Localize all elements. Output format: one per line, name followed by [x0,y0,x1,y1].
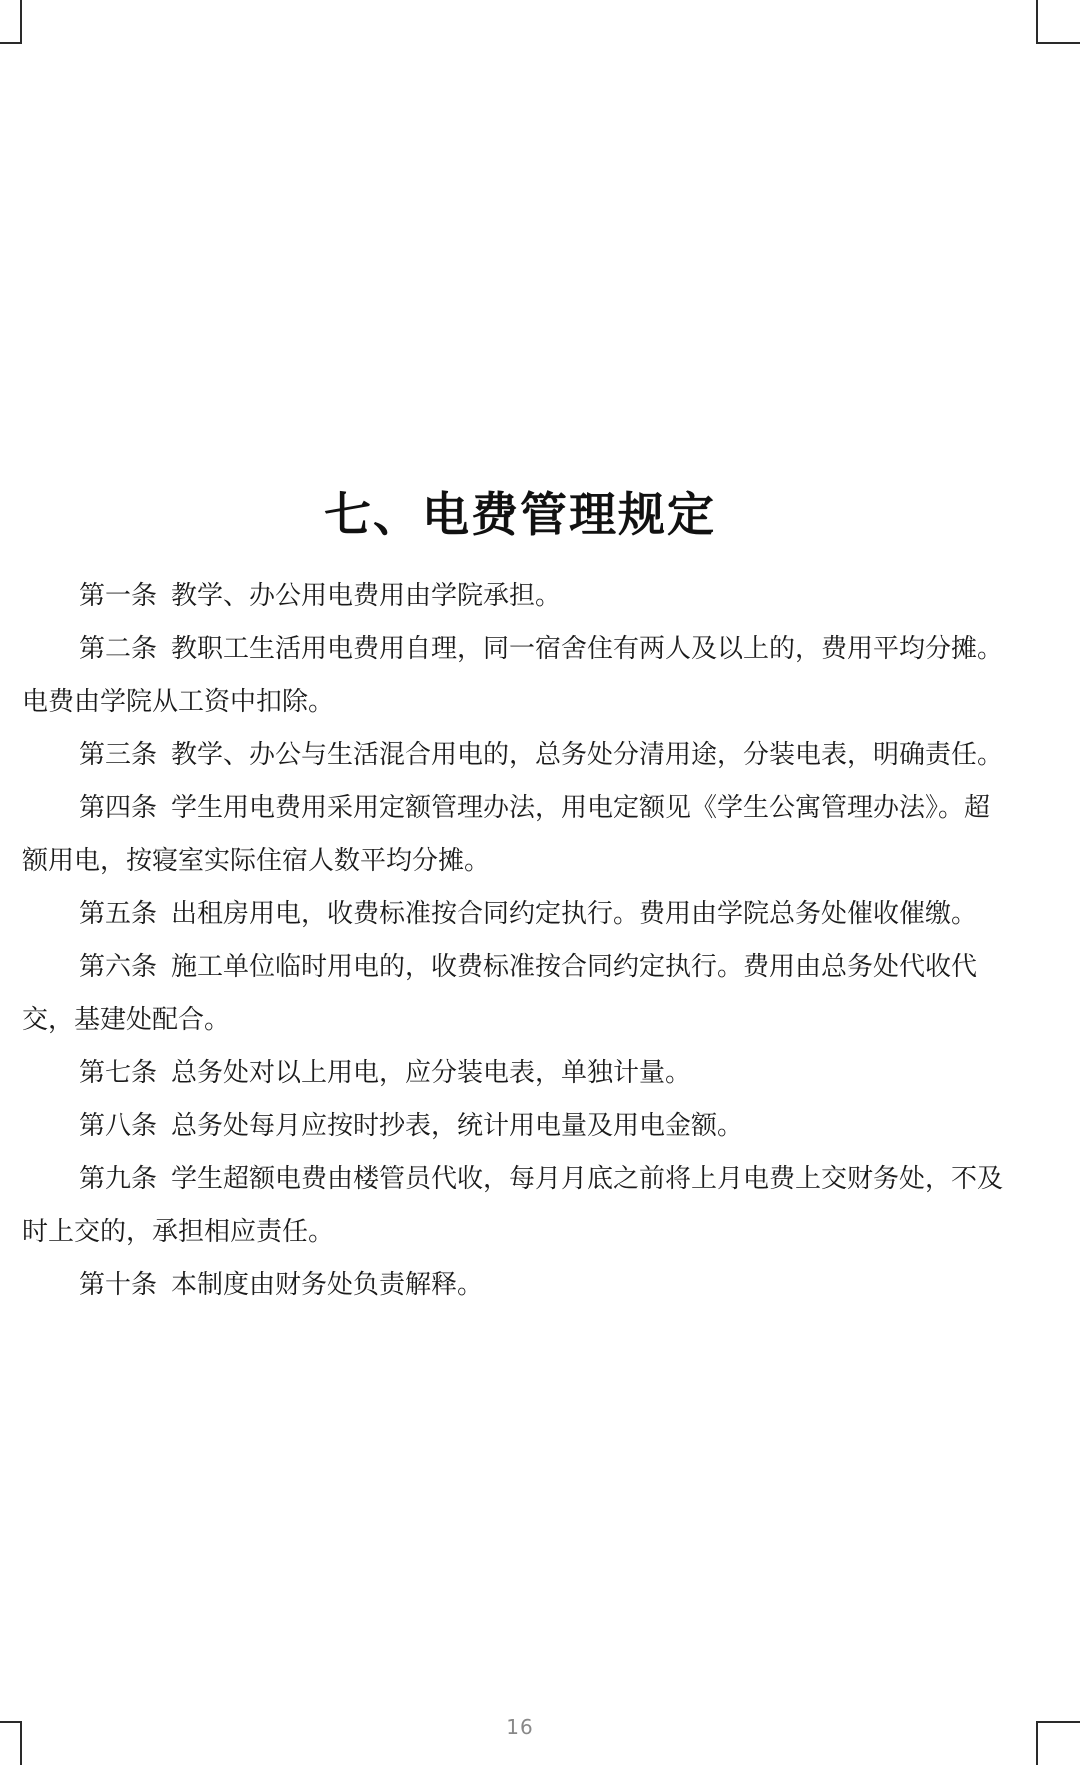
article-number: 第十条 [79,1270,158,1300]
article-number: 第六条 [79,952,158,982]
article-number: 第二条 [79,634,158,664]
article-text: 学生用电费用采用定额管理办法，用电定额见《学生公寓管理办法》。超额用电，按寝室实际住宿人数平均分摊。 [22,793,991,876]
page-number: 16 [506,1715,534,1739]
article-text: 本制度由财务处负责解释。 [171,1270,484,1300]
article-text: 学生超额电费由楼管员代收，每月月底之前将上月电费上交财务处，不及时上交的，承担相应责任。 [22,1164,1004,1247]
article-1 [22,570,1012,623]
article-6 [22,941,1012,1047]
article-text: 总务处对以上用电，应分装电表，单独计量。 [171,1058,692,1088]
article-number: 第四条 [79,793,158,823]
article-5 [22,888,1012,941]
article-10 [22,1259,1012,1312]
crop-mark-bottom-right [1036,1721,1080,1765]
article-number: 第九条 [79,1164,158,1194]
article-number: 第五条 [79,899,158,929]
article-number: 第八条 [79,1111,158,1141]
article-2 [22,623,1012,729]
article-text: 施工单位临时用电的，收费标准按合同约定执行。费用由总务处代收代交，基建处配合。 [22,952,978,1035]
page-title: 七、电费管理规定 [324,488,716,544]
article-text: 教职工生活用电费用自理，同一宿舍住有两人及以上的，费用平均分摊。电费由学院从工资中扣除。 [22,634,1004,717]
article-4 [22,782,1012,888]
article-text: 教学、办公用电费用由学院承担。 [171,581,562,611]
article-9 [22,1153,1012,1259]
article-number: 第三条 [79,740,158,770]
article-3 [22,729,1012,782]
article-number: 第七条 [79,1058,158,1088]
article-8 [22,1100,1012,1153]
article-number: 第一条 [79,581,158,611]
crop-mark-top-left [0,0,22,44]
article-text: 出租房用电，收费标准按合同约定执行。费用由学院总务处催收催缴。 [171,899,978,929]
article-text: 教学、办公与生活混合用电的，总务处分清用途，分装电表，明确责任。 [171,740,1004,770]
article-list [22,570,1012,1312]
crop-mark-top-right [1036,0,1080,44]
article-text: 总务处每月应按时抄表，统计用电量及用电金额。 [171,1111,744,1141]
article-7 [22,1047,1012,1100]
